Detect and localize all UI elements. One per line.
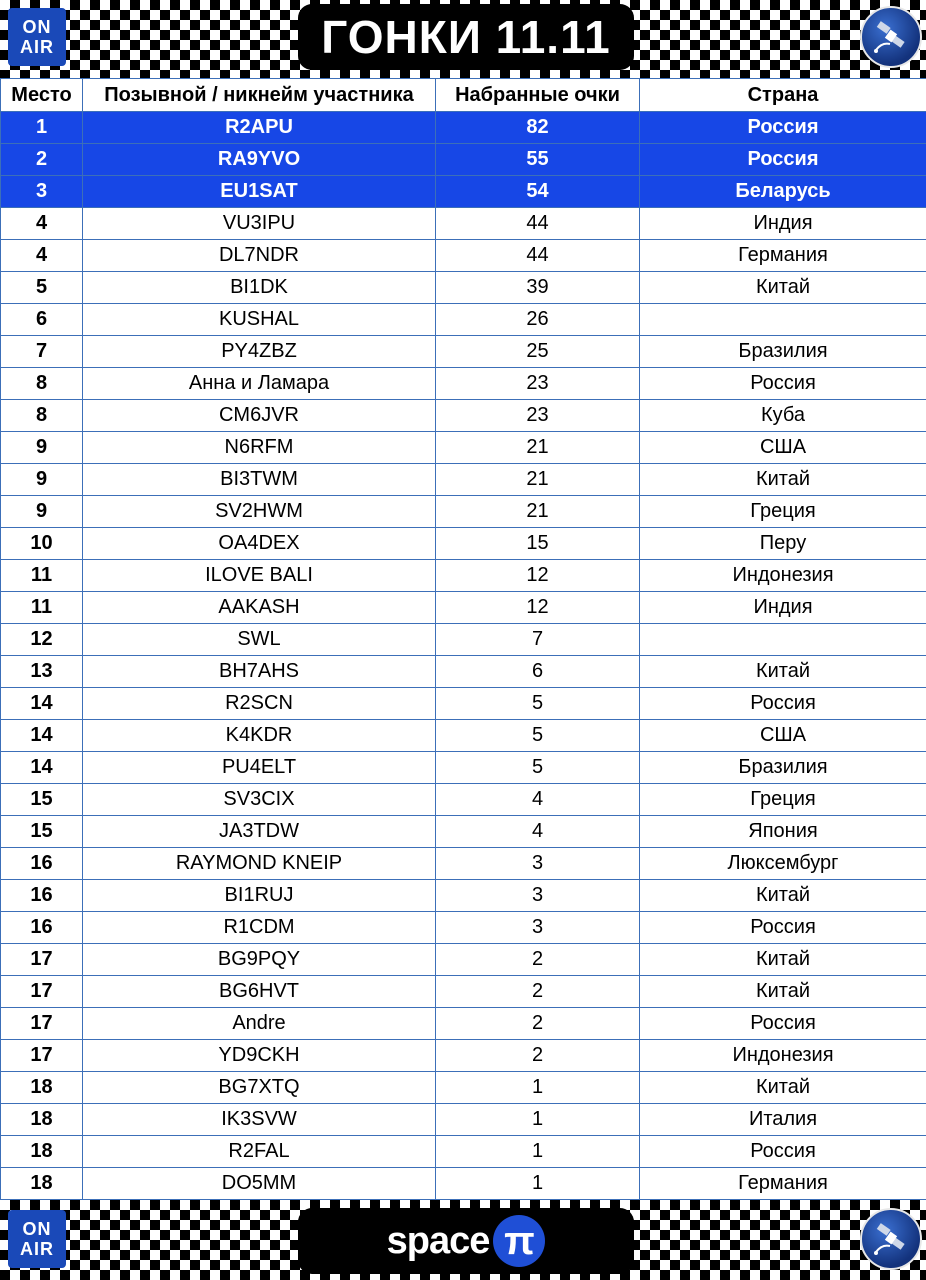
cell-place: 18 [1,1072,83,1104]
table-row [1,1072,926,1104]
cell-place: 14 [1,720,83,752]
page-title: ГОНКИ 11.11 [321,11,611,63]
cell-callsign: PU4ELT [83,752,436,784]
cell-points: 23 [436,368,640,400]
table-row [1,1008,926,1040]
cell-callsign: PY4ZBZ [83,336,436,368]
cell-callsign: R2FAL [83,1136,436,1168]
cell-country: Россия [640,144,926,176]
cell-country: Германия [640,240,926,272]
cell-country: Россия [640,112,926,144]
cell-place: 6 [1,304,83,336]
cell-points: 2 [436,1040,640,1072]
cell-country: Китай [640,944,926,976]
cell-points: 39 [436,272,640,304]
cell-callsign: VU3IPU [83,208,436,240]
cell-points: 3 [436,912,640,944]
cell-points: 2 [436,944,640,976]
cell-points: 5 [436,688,640,720]
satellite-emblem-icon [860,1208,922,1270]
cell-points: 44 [436,208,640,240]
table-row [1,464,926,496]
cell-place: 2 [1,144,83,176]
cell-place: 11 [1,592,83,624]
cell-callsign: BI1DK [83,272,436,304]
cell-country: Греция [640,784,926,816]
cell-country: Россия [640,912,926,944]
cell-place: 17 [1,1008,83,1040]
table-row [1,1168,926,1200]
table-row [1,112,926,144]
footer-banner [0,1200,926,1280]
cell-callsign: AAKASH [83,592,436,624]
cell-country: Германия [640,1168,926,1200]
on-air-badge-bottom: AIR [20,37,54,57]
cell-country: США [640,720,926,752]
cell-country [640,624,926,656]
satellite-emblem-icon [860,6,922,68]
header-banner [0,0,926,78]
column-header-points: Набранные очки [436,79,640,112]
cell-country: Бразилия [640,752,926,784]
table-row [1,304,926,336]
table-row [1,976,926,1008]
page-title-pill [298,4,634,70]
cell-place: 4 [1,240,83,272]
cell-place: 15 [1,816,83,848]
cell-callsign: SV3CIX [83,784,436,816]
table-row [1,368,926,400]
table-row [1,784,926,816]
cell-callsign: Анна и Ламара [83,368,436,400]
cell-callsign: KUSHAL [83,304,436,336]
cell-points: 26 [436,304,640,336]
cell-points: 1 [436,1168,640,1200]
cell-callsign: BH7AHS [83,656,436,688]
cell-place: 18 [1,1136,83,1168]
cell-place: 9 [1,432,83,464]
cell-place: 14 [1,752,83,784]
on-air-badge-top: ON [22,17,52,37]
table-row [1,880,926,912]
table-row [1,208,926,240]
cell-place: 1 [1,112,83,144]
cell-callsign: N6RFM [83,432,436,464]
cell-callsign: Andre [83,1008,436,1040]
table-row [1,656,926,688]
table-row [1,560,926,592]
cell-country: Россия [640,688,926,720]
table-row [1,336,926,368]
cell-place: 17 [1,976,83,1008]
table-row [1,720,926,752]
cell-points: 1 [436,1104,640,1136]
cell-points: 21 [436,496,640,528]
cell-place: 4 [1,208,83,240]
cell-country: Россия [640,1008,926,1040]
cell-callsign: YD9CKH [83,1040,436,1072]
cell-points: 15 [436,528,640,560]
cell-place: 3 [1,176,83,208]
results-table-body [1,112,926,1200]
cell-points: 5 [436,720,640,752]
table-row [1,496,926,528]
cell-callsign: SWL [83,624,436,656]
cell-callsign: JA3TDW [83,816,436,848]
brand-pi-icon: π [493,1215,545,1267]
column-header-country: Страна [640,79,926,112]
cell-place: 8 [1,368,83,400]
cell-callsign: BG6HVT [83,976,436,1008]
cell-place: 17 [1,1040,83,1072]
cell-country: Россия [640,368,926,400]
cell-points: 7 [436,624,640,656]
on-air-badge-top: ON [22,1219,52,1239]
cell-place: 5 [1,272,83,304]
table-row [1,688,926,720]
cell-points: 2 [436,1008,640,1040]
table-row [1,1040,926,1072]
cell-points: 23 [436,400,640,432]
table-row [1,1136,926,1168]
cell-callsign: OA4DEX [83,528,436,560]
cell-country: Куба [640,400,926,432]
cell-points: 4 [436,784,640,816]
cell-points: 55 [436,144,640,176]
on-air-badge-icon [8,8,66,66]
cell-place: 15 [1,784,83,816]
table-row [1,912,926,944]
table-row [1,816,926,848]
table-row [1,144,926,176]
cell-callsign: RAYMOND KNEIP [83,848,436,880]
cell-points: 1 [436,1072,640,1104]
cell-points: 4 [436,816,640,848]
cell-callsign: K4KDR [83,720,436,752]
cell-points: 54 [436,176,640,208]
cell-place: 18 [1,1168,83,1200]
cell-country: Индия [640,592,926,624]
results-table [0,78,926,1200]
cell-country: Италия [640,1104,926,1136]
cell-country: Беларусь [640,176,926,208]
cell-country: Бразилия [640,336,926,368]
column-header-callsign: Позывной / никнейм участника [83,79,436,112]
cell-place: 14 [1,688,83,720]
cell-country: Китай [640,1072,926,1104]
table-row [1,752,926,784]
table-row [1,944,926,976]
cell-callsign: BI1RUJ [83,880,436,912]
cell-country: Перу [640,528,926,560]
cell-points: 3 [436,848,640,880]
cell-callsign: SV2HWM [83,496,436,528]
cell-place: 13 [1,656,83,688]
table-row [1,624,926,656]
cell-callsign: DO5MM [83,1168,436,1200]
cell-country: Индонезия [640,1040,926,1072]
on-air-badge-icon [8,1210,66,1268]
cell-place: 16 [1,848,83,880]
cell-country: Япония [640,816,926,848]
cell-country [640,304,926,336]
on-air-badge-bottom: AIR [20,1239,54,1259]
cell-place: 17 [1,944,83,976]
cell-country: США [640,432,926,464]
cell-points: 21 [436,432,640,464]
cell-place: 8 [1,400,83,432]
cell-callsign: DL7NDR [83,240,436,272]
cell-place: 18 [1,1104,83,1136]
cell-place: 9 [1,464,83,496]
table-row [1,176,926,208]
cell-callsign: BG7XTQ [83,1072,436,1104]
cell-points: 1 [436,1136,640,1168]
table-row [1,528,926,560]
table-row [1,432,926,464]
cell-points: 44 [436,240,640,272]
brand-word: space [386,1219,490,1262]
cell-points: 21 [436,464,640,496]
cell-callsign: R2SCN [83,688,436,720]
cell-place: 11 [1,560,83,592]
cell-callsign: ILOVE BALI [83,560,436,592]
cell-country: Китай [640,656,926,688]
cell-place: 16 [1,880,83,912]
cell-points: 3 [436,880,640,912]
cell-country: Китай [640,880,926,912]
cell-callsign: IK3SVW [83,1104,436,1136]
table-row [1,400,926,432]
cell-place: 12 [1,624,83,656]
cell-place: 9 [1,496,83,528]
cell-country: Китай [640,464,926,496]
cell-points: 2 [436,976,640,1008]
table-row [1,848,926,880]
cell-callsign: EU1SAT [83,176,436,208]
table-row [1,1104,926,1136]
cell-callsign: BI3TWM [83,464,436,496]
cell-country: Люксембург [640,848,926,880]
cell-place: 7 [1,336,83,368]
table-header-row [1,79,926,112]
cell-country: Китай [640,272,926,304]
table-row [1,240,926,272]
cell-points: 25 [436,336,640,368]
cell-country: Россия [640,1136,926,1168]
cell-country: Индонезия [640,560,926,592]
cell-callsign: R1CDM [83,912,436,944]
column-header-place: Место [1,79,83,112]
cell-country: Греция [640,496,926,528]
cell-points: 82 [436,112,640,144]
cell-callsign: CM6JVR [83,400,436,432]
cell-place: 10 [1,528,83,560]
cell-callsign: BG9PQY [83,944,436,976]
table-row [1,272,926,304]
cell-points: 12 [436,592,640,624]
cell-country: Китай [640,976,926,1008]
cell-place: 16 [1,912,83,944]
brand-logo [298,1208,634,1274]
cell-country: Индия [640,208,926,240]
table-row [1,592,926,624]
cell-points: 5 [436,752,640,784]
cell-callsign: RA9YVO [83,144,436,176]
cell-points: 12 [436,560,640,592]
cell-points: 6 [436,656,640,688]
cell-callsign: R2APU [83,112,436,144]
